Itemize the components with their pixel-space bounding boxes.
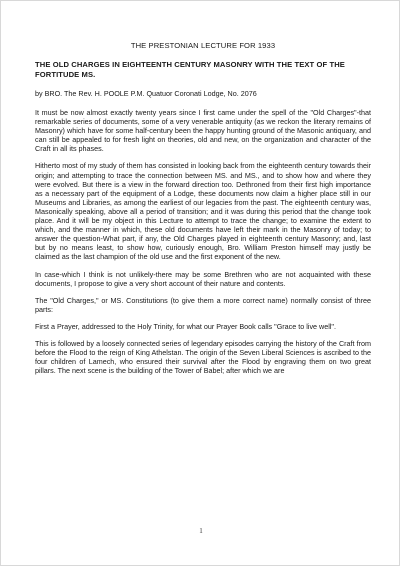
page-content	[35, 41, 371, 383]
paragraph: This is followed by a loosely connected series of legendary episodes carrying the history of the Craft from before the Flood to the reign of King Athelstan. The origin of the Seven Liberal Sciences is ascribed to the four children of Lamech, who ensured their survival after the Flood by engraving them on two great pillars. The next scene is the building of the Tower of Babel; after which we are	[35, 338, 371, 376]
paragraph: Hitherto most of my study of them has consisted in looking back from the eighteenth century towards their origin; and attempting to trace the connection between MS. and MS., and to show how and where they were evolved. But there is a view in the forward direction too. Dethroned from their first high importance as a necessary part of the equipment of a Lodge, these documents now claim a higher place still in our Museums and Libraries, as among the earliest of our legacies from the past. The eighteenth century was, Masonically speaking, above all a period of transition; and it was during this period that the change took place. And it will be my object in this Lecture to attempt to trace the change; to examine the extent to which, and the manner in which, these old documents have left their mark in the Masonry of today; to answer the question-What part, if any, the Old Charges played in eighteenth century Masonry; and, last but by no means least, to show how, curiously enough, Bro. William Preston himself may justly be claimed as the last champion of the old use and the first exponent of the new.	[35, 161, 371, 262]
document-title: THE OLD CHARGES IN EIGHTEENTH CENTURY MASONRY WITH THE TEXT OF THE FORTITUDE MS.	[35, 60, 345, 79]
author-byline: by BRO. The Rev. H. POOLE P.M. Quatuor Coronati Lodge, No. 2076	[35, 88, 257, 98]
lecture-heading: THE PRESTONIAN LECTURE FOR 1933	[130, 41, 276, 50]
paragraph: First a Prayer, addressed to the Holy Trinity, for what our Prayer Book calls "Grace to live well".	[35, 321, 336, 331]
paragraph: The "Old Charges," or MS. Constitutions (to give them a more correct name) normally consist of three parts:	[35, 295, 371, 314]
page-number: 1	[199, 527, 203, 535]
paragraph: In case-which I think is not unlikely-there may be some Brethren who are not acquainted with these documents, I propose to give a very short account of their nature and contents.	[35, 269, 371, 288]
paragraph: It must be now almost exactly twenty years since I first came under the spell of the "Old Charges"-that remarkable series of documents, some of a very venerable antiquity (as we reckon the literary remains of Masonry) which have for some half-century been the happy hunting ground of the Masonic antiquary, and can still be appealed to for fresh light on theories, old and new, on the organization and character of the Craft in all its phases.	[35, 108, 371, 154]
